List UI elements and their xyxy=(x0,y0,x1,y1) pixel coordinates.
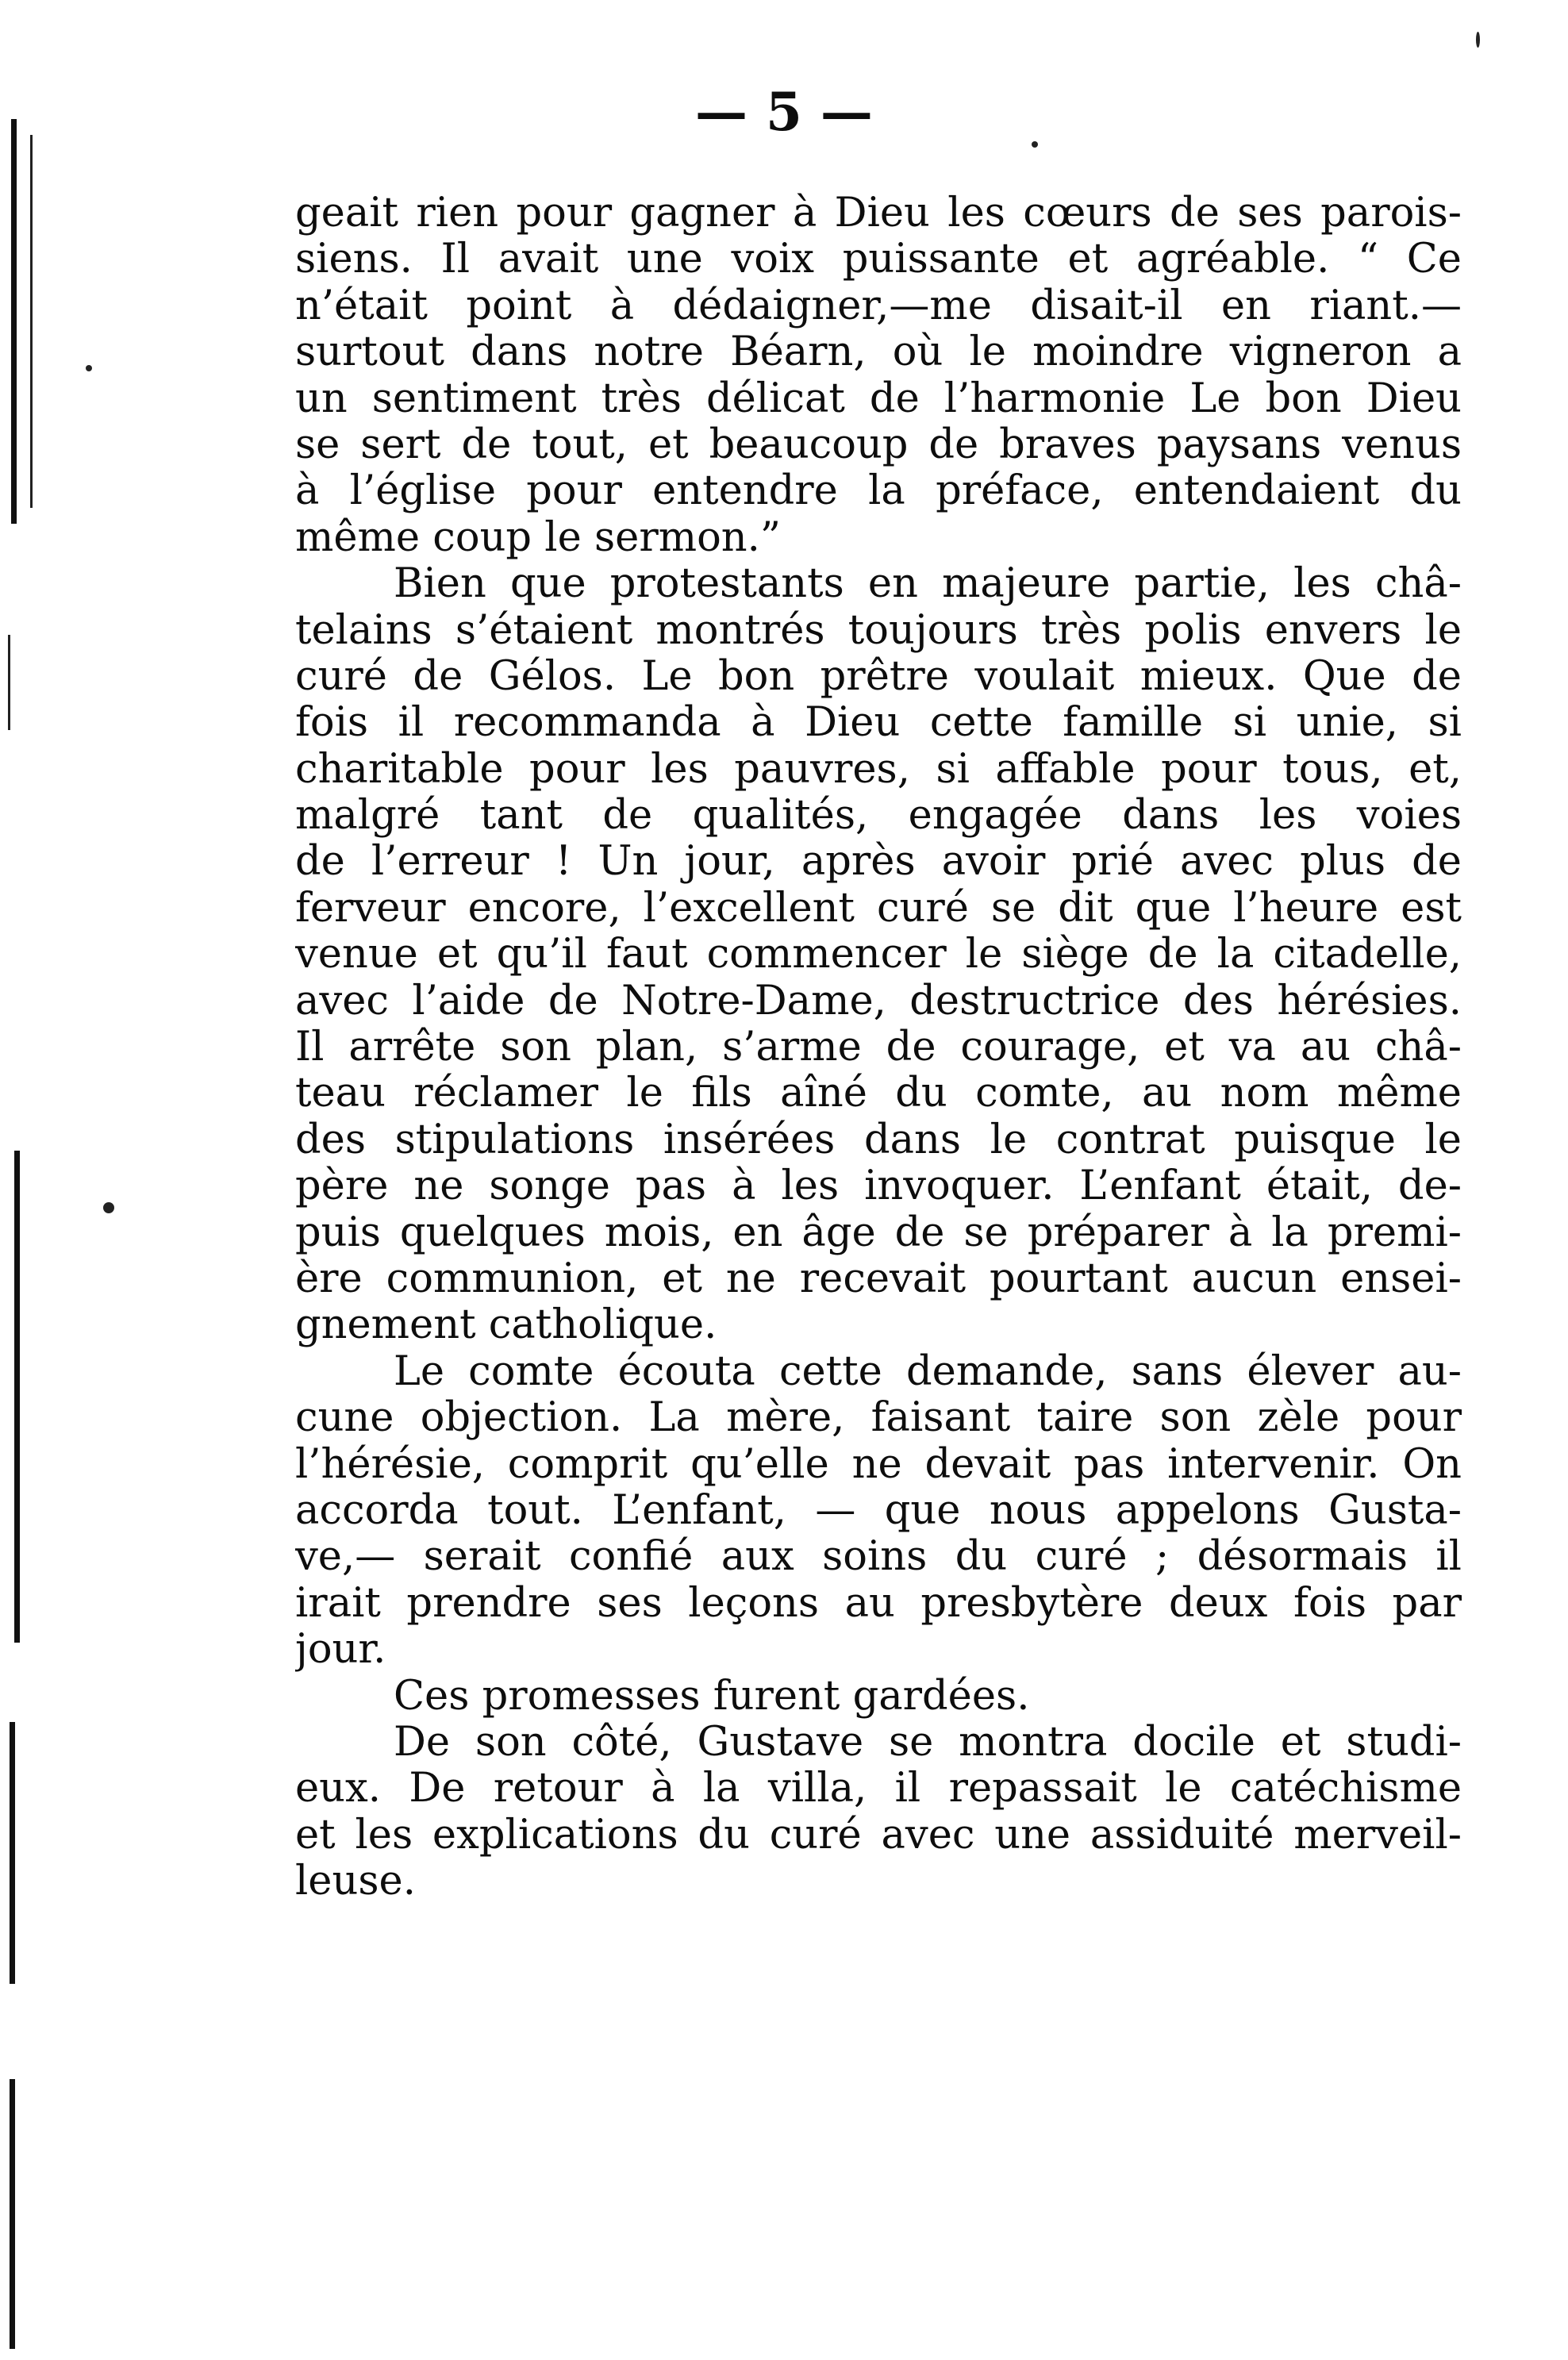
text-line: Le comte écouta cette demande, sans élever au- xyxy=(394,1348,1462,1395)
text-line: père ne songe pas à les invoquer. L’enfant était, de- xyxy=(295,1163,1462,1210)
text-line: De son côté, Gustave se montra docile et studi- xyxy=(394,1719,1462,1766)
text-line: gnement catholique. xyxy=(295,1302,717,1349)
text-line: jour. xyxy=(295,1627,386,1674)
text-line: de l’erreur ! Un jour, après avoir prié avec plus de xyxy=(295,839,1462,886)
text-line: puis quelques mois, en âge de se préparer à la premi- xyxy=(295,1209,1462,1256)
text-line: fois il recommanda à Dieu cette famille si unie, si xyxy=(295,700,1462,747)
text-line: ferveur encore, l’excellent curé se dit que l’heure est xyxy=(295,885,1462,932)
text-line: teau réclamer le fils aîné du comte, au nom même xyxy=(295,1070,1462,1117)
text-line: un sentiment très délicat de l’harmonie Le bon Dieu xyxy=(295,375,1462,422)
text-line: irait prendre ses leçons au presbytère deux fois par xyxy=(295,1580,1462,1627)
scan-speck xyxy=(86,365,92,371)
text-line: à l’église pour entendre la préface, entendaient du xyxy=(295,468,1462,515)
scan-speck xyxy=(1032,141,1038,148)
text-line: l’hérésie, comprit qu’elle ne devait pas intervenir. On xyxy=(295,1441,1462,1488)
text-line: leuse. xyxy=(295,1858,416,1905)
text-line: n’était point à dédaigner,—me disait-il en riant.— xyxy=(295,283,1462,329)
scan-margin-mark xyxy=(10,2079,15,2349)
body-text xyxy=(295,190,1462,1905)
text-line: geait rien pour gagner à Dieu les cœurs de ses parois- xyxy=(295,190,1462,236)
page-number: — 5 — xyxy=(695,81,873,143)
text-line: et les explications du curé avec une assiduité merveil- xyxy=(295,1812,1462,1858)
text-line: eux. De retour à la villa, il repassait le catéchisme xyxy=(295,1766,1462,1812)
text-line: cune objection. La mère, faisant taire son zèle pour xyxy=(295,1395,1462,1442)
text-line: des stipulations insérées dans le contrat puisque le xyxy=(295,1117,1462,1163)
scan-margin-mark xyxy=(8,635,10,730)
text-line: siens. Il avait une voix puissante et agréable. “ Ce xyxy=(295,236,1462,283)
text-line: se sert de tout, et beaucoup de braves paysans venus xyxy=(295,421,1462,468)
text-line: curé de Gélos. Le bon prêtre voulait mieux. Que de xyxy=(295,653,1462,700)
scan-speck xyxy=(1476,32,1480,48)
scan-margin-mark xyxy=(11,119,17,524)
text-line: ve,— serait confié aux soins du curé ; désormais il xyxy=(295,1534,1462,1581)
scan-margin-mark xyxy=(10,1722,15,1984)
text-line: malgré tant de qualités, engagée dans les voies xyxy=(295,793,1462,840)
text-line: surtout dans notre Béarn, où le moindre vigneron a xyxy=(295,329,1462,376)
scan-margin-mark xyxy=(14,1151,20,1643)
text-line: Bien que protestants en majeure partie, les châ- xyxy=(394,561,1462,608)
text-line: ère communion, et ne recevait pourtant aucun ensei- xyxy=(295,1255,1462,1302)
text-line: telains s’étaient montrés toujours très polis envers le xyxy=(295,607,1462,654)
scan-speck xyxy=(103,1202,114,1213)
text-line: Il arrête son plan, s’arme de courage, et va au châ- xyxy=(295,1024,1462,1071)
text-line: avec l’aide de Notre-Dame, destructrice des hérésies. xyxy=(295,978,1462,1024)
scan-margin-mark xyxy=(30,135,33,508)
text-line: même coup le sermon.” xyxy=(295,514,781,561)
text-line: accorda tout. L’enfant, — que nous appelons Gusta- xyxy=(295,1487,1462,1534)
text-line: charitable pour les pauvres, si affable pour tous, et, xyxy=(295,746,1462,793)
text-line: venue et qu’il faut commencer le siège de la citadelle, xyxy=(295,932,1462,978)
text-line: Ces promesses furent gardées. xyxy=(394,1673,1030,1720)
